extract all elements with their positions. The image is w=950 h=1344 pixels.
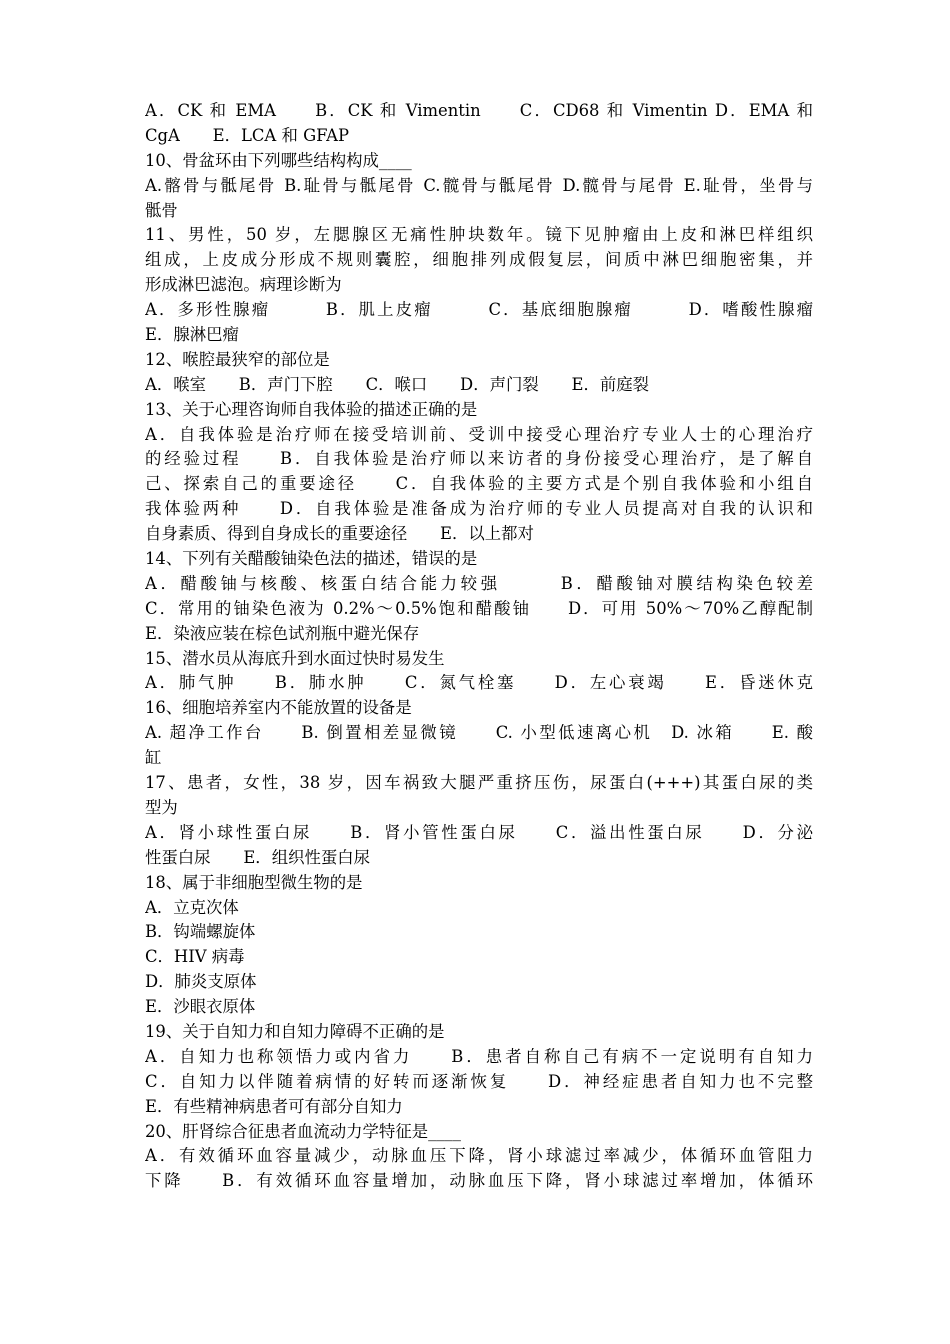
text-line: A．喉室 B．声门下腔 C．喉口 D．声门裂 E．前庭裂: [145, 374, 650, 394]
text-line: A．自知力也称领悟力或内省力 B．患者自称自己有病不一定说明有自知力: [145, 1046, 813, 1066]
text-line: C．常用的铀染色液为 0.2%～0.5%饱和醋酸铀 D．可用 50%～70%乙醇配制: [145, 598, 813, 618]
text-line: 自身素质、得到自身成长的重要途径 E．以上都对: [145, 524, 534, 544]
text-line: 缸: [145, 748, 162, 768]
text-line: A. 超净工作台 B. 倒置相差显微镜 C. 小型低速离心机 D. 冰箱 E. 酸: [145, 723, 813, 743]
text-line: A．肾小球性蛋白尿 B．肾小管性蛋白尿 C．溢出性蛋白尿 D．分泌: [145, 822, 813, 842]
text-line: 18、属于非细胞型微生物的是: [145, 872, 363, 892]
text-line: 形成淋巴滤泡。病理诊断为: [145, 275, 342, 295]
text-line: E．染液应装在棕色试剂瓶中避光保存: [145, 623, 420, 643]
text-line: 下降 B．有效循环血容量增加，动脉血压下降，肾小球滤过率增加，体循环: [145, 1171, 813, 1191]
text-line: A.髂骨与骶尾骨 B.耻骨与骶尾骨 C.髋骨与骶尾骨 D.髋骨与尾骨 E.耻骨，坐骨与: [145, 175, 813, 195]
text-line: CgA E．LCA 和 GFAP: [145, 125, 349, 145]
text-line: A．多形性腺瘤 B．肌上皮瘤 C．基底细胞腺瘤 D．嗜酸性腺瘤: [145, 300, 813, 320]
text-line: 骶骨: [145, 200, 178, 220]
text-line: E．沙眼衣原体: [145, 997, 256, 1017]
text-line: 19、关于自知力和自知力障碍不正确的是: [145, 1021, 445, 1041]
text-line: E．腺淋巴瘤: [145, 325, 239, 345]
text-line: A．肺气肿 B．肺水肿 C．氮气栓塞 D．左心衰竭 E．昏迷休克: [145, 673, 813, 693]
text-line: 组成，上皮成分形成不规则囊腔，细胞排列成假复层，间质中淋巴细胞密集，并: [145, 250, 813, 270]
text-line: 的经验过程 B．自我体验是治疗师以来访者的身份接受心理治疗，是了解自: [145, 449, 813, 469]
text-line: A．有效循环血容量减少，动脉血压下降，肾小球滤过率减少，体循环血管阻力: [145, 1146, 813, 1166]
text-line: 15、潜水员从海底升到水面过快时易发生: [145, 648, 445, 668]
text-line: A．立克次体: [145, 897, 239, 917]
text-line: 性蛋白尿 E．组织性蛋白尿: [145, 847, 371, 867]
text-line: A．CK 和 EMA B．CK 和 Vimentin C．CD68 和 Vimentin D．EMA 和: [145, 101, 813, 120]
text-line: D．肺炎支原体: [145, 972, 257, 992]
text-line: B．钩端螺旋体: [145, 922, 256, 942]
text-line: 12、喉腔最狭窄的部位是: [145, 349, 330, 369]
text-line: 16、细胞培养室内不能放置的设备是: [145, 698, 412, 718]
text-line: 己、探索自己的重要途径 C．自我体验的主要方式是个别自我体验和小组自: [145, 474, 813, 494]
text-line: 我体验两种 D．自我体验是准备成为治疗师的专业人员提高对自我的认识和: [145, 499, 813, 519]
text-line: 20、肝肾综合征患者血流动力学特征是____: [145, 1121, 461, 1141]
text-line: C．自知力以伴随着病情的好转而逐渐恢复 D．神经症患者自知力也不完整: [145, 1071, 813, 1091]
text-line: C．HIV 病毒: [145, 947, 245, 967]
text-line: A．自我体验是治疗师在接受培训前、受训中接受心理治疗专业人士的心理治疗: [145, 424, 813, 444]
text-line: 11、男性，50 岁，左腮腺区无痛性肿块数年。镜下见肿瘤由上皮和淋巴样组织: [145, 225, 813, 245]
text-line: 14、下列有关醋酸铀染色法的描述，错误的是: [145, 549, 478, 569]
text-line: 10、骨盆环由下列哪些结构构成____: [145, 150, 412, 170]
text-line: 13、关于心理咨询师自我体验的描述正确的是: [145, 399, 478, 419]
text-line: 17、患者，女性，38 岁，因车祸致大腿严重挤压伤，尿蛋白(+++)其蛋白尿的类: [145, 773, 813, 793]
text-line: A．醋酸铀与核酸、核蛋白结合能力较强 B．醋酸铀对膜结构染色较差: [145, 573, 813, 593]
text-line: E．有些精神病患者可有部分自知力: [145, 1096, 403, 1116]
document-page: [145, 99, 813, 1194]
text-line: 型为: [145, 797, 178, 817]
